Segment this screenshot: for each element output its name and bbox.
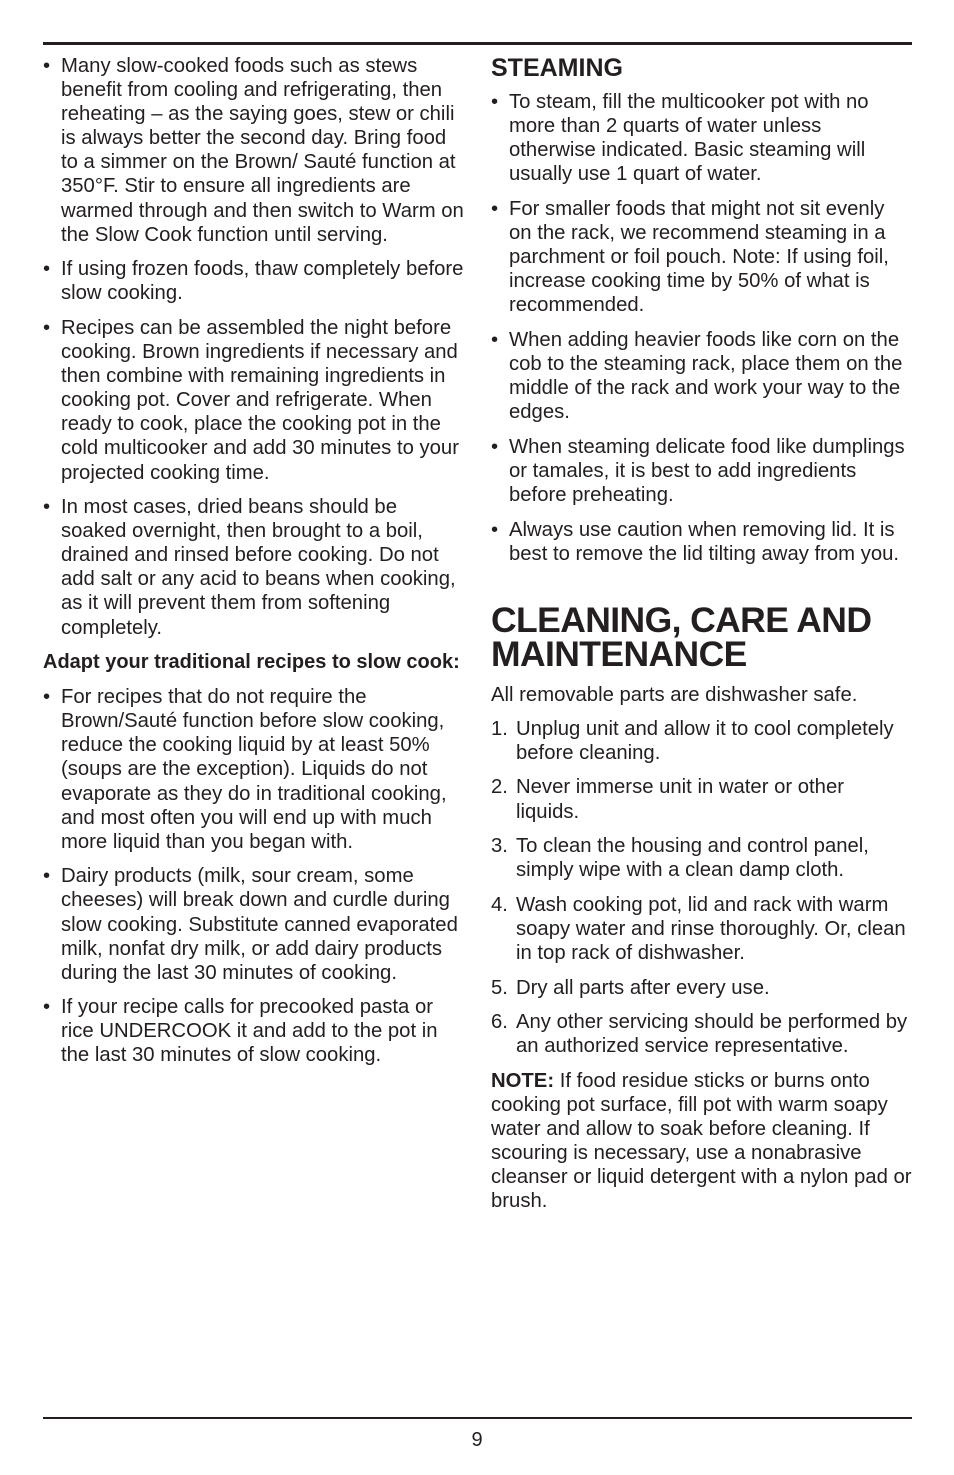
right-column	[491, 54, 912, 1213]
list-item	[491, 976, 912, 1000]
step-text: To clean the housing and control panel, simply wipe with a clean damp cloth.	[516, 835, 869, 882]
list-item: • If using frozen foods, thaw completely before slow cooking.	[43, 257, 465, 305]
list-item: • To steam, fill the multicooker pot with no more than 2 quarts of water unless otherwise indicated. Basic steaming will usually use 1 quart of water.	[491, 90, 912, 186]
note-text: If food residue sticks or burns onto cooking pot surface, fill pot with warm soapy water and allow to soak before cleaning. If scouring is necessary, use a nonabrasive cleanser or liquid detergent with a nylon pad or brush.	[491, 1069, 912, 1213]
list-item: • When adding heavier foods like corn on the cob to the steaming rack, place them on the middle of the rack and work your way to the edges.	[491, 328, 912, 424]
bottom-rule	[43, 1417, 912, 1419]
cleaning-intro: All removable parts are dishwasher safe.	[491, 683, 858, 706]
slow-cook-tips-list	[43, 54, 465, 640]
step-number: 3.	[491, 835, 508, 858]
list-item	[491, 775, 912, 823]
step-text: Wash cooking pot, lid and rack with warm soapy water and rinse thoroughly. Or, clean in top rack of dishwasher.	[516, 893, 906, 965]
adapt-recipes-subheading: Adapt your traditional recipes to slow cook:	[43, 651, 460, 674]
note-label: NOTE:	[491, 1069, 555, 1092]
adapt-recipes-list	[43, 685, 465, 1067]
step-number: 6.	[491, 1011, 508, 1034]
list-item: • For smaller foods that might not sit evenly on the rack, we recommend steaming in a parchment or foil pouch. Note: If using foil, increase cooking time by 50% of what is recommended.	[491, 197, 912, 317]
steaming-list	[491, 90, 912, 566]
step-number: 4.	[491, 893, 508, 916]
step-number: 1.	[491, 717, 508, 740]
list-item: • When steaming delicate food like dumplings or tamales, it is best to add ingredients before preheating.	[491, 435, 912, 507]
left-column	[43, 54, 465, 1078]
list-item: • In most cases, dried beans should be soaked overnight, then brought to a boil, drained and rinsed before cooking. Do not add salt or any acid to beans when cooking, as it will prevent them from softening completely.	[43, 495, 465, 640]
list-item: • Many slow-cooked foods such as stews benefit from cooling and refrigerating, then reheating – as the saying goes, stew or chili is always better the second day. Bring food to a simmer on the Brown/ Sauté function at 350°F. Stir to ensure all ingredients are warmed through and then switch to Warm on the Slow Cook function until serving.	[43, 54, 465, 247]
list-item: • Recipes can be assembled the night before cooking. Brown ingredients if necessary and then combine with remaining ingredients in cooking pot. Cover and refrigerate. When ready to cook, place the cooking pot in the cold multicooker and add 30 minutes to your projected cooking time.	[43, 316, 465, 485]
steaming-heading: STEAMING	[491, 54, 623, 82]
list-item: • Always use caution when removing lid. It is best to remove the lid tilting away from you.	[491, 518, 912, 566]
step-number: 2.	[491, 776, 508, 799]
list-item: • If your recipe calls for precooked pasta or rice UNDERCOOK it and add to the pot in the last 30 minutes of slow cooking.	[43, 995, 465, 1067]
list-item: • For recipes that do not require the Brown/Sauté function before slow cooking, reduce the cooking liquid by at least 50% (soups are the exception). Liquids do not evaporate as they do in traditional cooking, and most often you will end up with much more liquid than you began with.	[43, 685, 465, 854]
cleaning-heading: CLEANING, CARE AND MAINTENANCE	[491, 599, 872, 674]
step-text: Unplug unit and allow it to cool completely before cleaning.	[516, 717, 894, 764]
list-item	[491, 893, 912, 965]
step-text: Never immerse unit in water or other liquids.	[516, 776, 844, 823]
list-item	[491, 717, 912, 765]
list-item	[491, 834, 912, 882]
step-text: Any other servicing should be performed by an authorized service representative.	[516, 1011, 908, 1058]
step-number: 5.	[491, 976, 508, 999]
cleaning-steps-list	[491, 717, 912, 1059]
list-item	[491, 1010, 912, 1058]
step-text: Dry all parts after every use.	[516, 976, 770, 999]
note-paragraph	[491, 1069, 912, 1214]
page-number: 9	[471, 1429, 483, 1451]
list-item: • Dairy products (milk, sour cream, some cheeses) will break down and curdle during slow cooking. Substitute canned evaporated milk, nonfat dry milk, or add dairy products during the last 30 minutes of cooking.	[43, 864, 465, 984]
top-rule	[43, 42, 912, 45]
